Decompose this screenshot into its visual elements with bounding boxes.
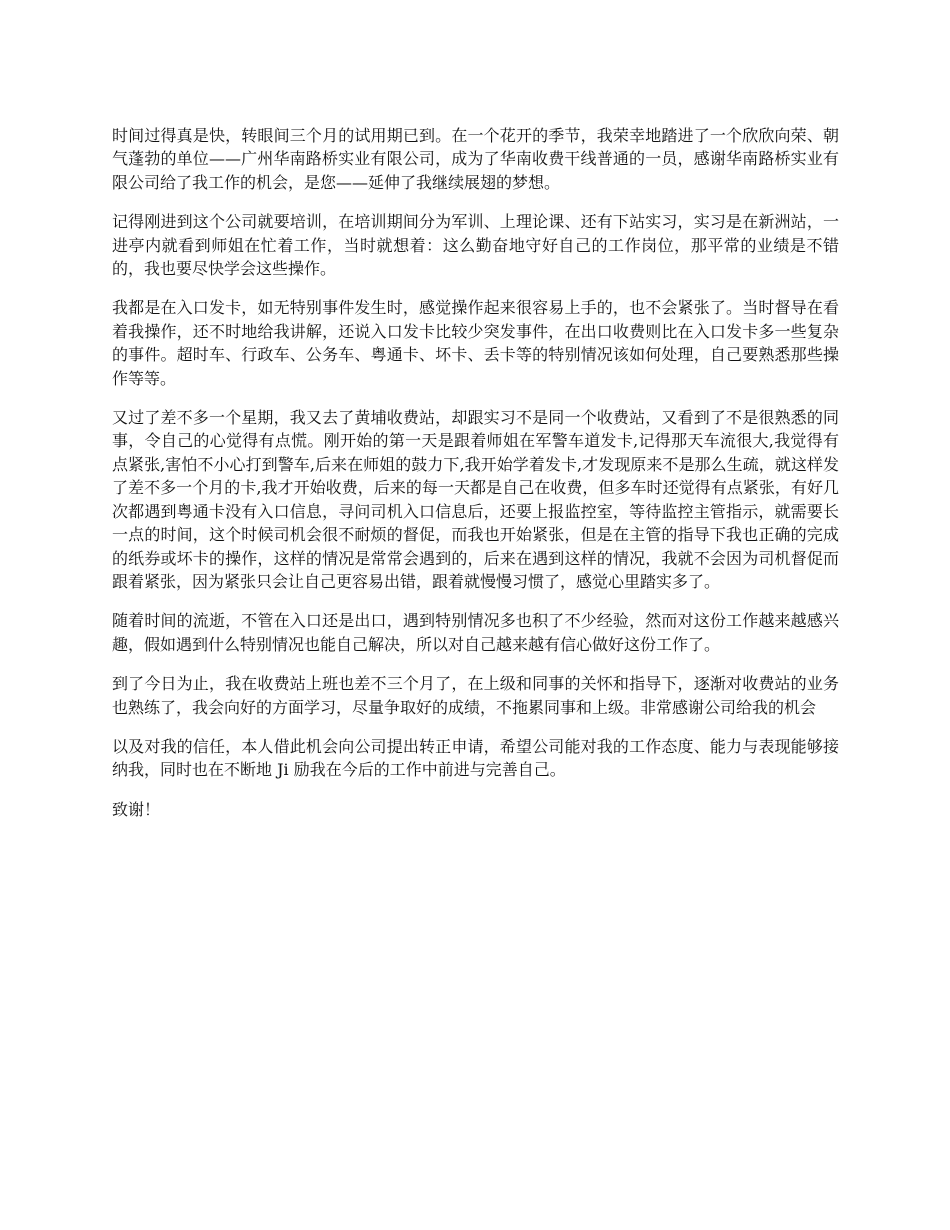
paragraph-2: 记得刚进到这个公司就要培训，在培训期间分为军训、上理论课、还有下站实习，实习是在新洲站，一进亭内就看到师姐在忙着工作，当时就想着：这么勤奋地守好自己的工作岗位，那平常的业绩是不错的，我也要尽快学会这些操作。 (112, 212, 839, 279)
closing-thanks: 致谢！ (112, 799, 161, 819)
paragraph-3: 我都是在入口发卡，如无特别事件发生时，感觉操作起来很容易上手的，也不会紧张了。当时督导在看着我操作，还不时地给我讲解，还说入口发卡比较少突发事件，在出口收费则比在入口发卡多一些复杂的事件。超时车、行政车、公务车、粤通卡、坏卡、丢卡等的特别情况该如何处理，自己要熟悉那些操作等等。 (112, 298, 839, 388)
paragraph-1: 时间过得真是快，转眼间三个月的试用期已到。在一个花开的季节，我荣幸地踏进了一个欣欣向荣、朝气蓬勃的单位——广州华南路桥实业有限公司，成为了华南收费干线普通的一员，感谢华南路桥实业有限公司给了我工作的机会，是您——延伸了我继续展翅的梦想。 (112, 126, 839, 192)
paragraph-5: 随着时间的流逝，不管在入口还是出口，遇到特别情况多也积了不少经验，然而对这份工作越来越感兴趣，假如遇到什么特别情况也能自己解决，所以对自己越来越有信心做好这份工作了。 (112, 611, 839, 654)
paragraph-4: 又过了差不多一个星期，我又去了黄埔收费站，却跟实习不是同一个收费站，又看到了不是很熟悉的同事，令自己的心觉得有点慌。刚开始的第一天是跟着师姐在军警车道发卡,记得那天车流很大,我觉得有点紧张,害怕不小心打到警车,后来在师姐的鼓力下,我开始学着发卡,才发现原来不是那么生疏，就这样发了差不多一个月的卡,我才开始收费，后来的每一天都是自己在收费，但多车时还觉得有点紧张，有好几次都遇到粤通卡没有入口信息，寻问司机入口信息后，还要上报监控室，等待监控主管指示，就需要长一点的时间，这个时候司机会很不耐烦的督促，而我也开始紧张，但是在主管的指导下我也正确的完成的纸券或坏卡的操作，这样的情况是常常会遇到的，后来在遇到这样的情况，我就不会因为司机督促而跟着紧张，因为紧张只会让自己更容易出错，跟着就慢慢习惯了，感觉心里踏实多了。 (112, 408, 839, 591)
paragraph-7: 以及对我的信任，本人借此机会向公司提出转正申请，希望公司能对我的工作态度、能力与表现能够接纳我，同时也在不断地 Ji 励我在今后的工作中前进与完善自己。 (112, 736, 839, 780)
paragraph-6: 到了今日为止，我在收费站上班也差不三个月了，在上级和同事的关怀和指导下，逐渐对收费站的业务也熟练了，我会向好的方面学习，尽量争取好的成绩，不拖累同事和上级。非常感谢公司给我的机会 (112, 674, 839, 717)
document-body (112, 124, 839, 837)
